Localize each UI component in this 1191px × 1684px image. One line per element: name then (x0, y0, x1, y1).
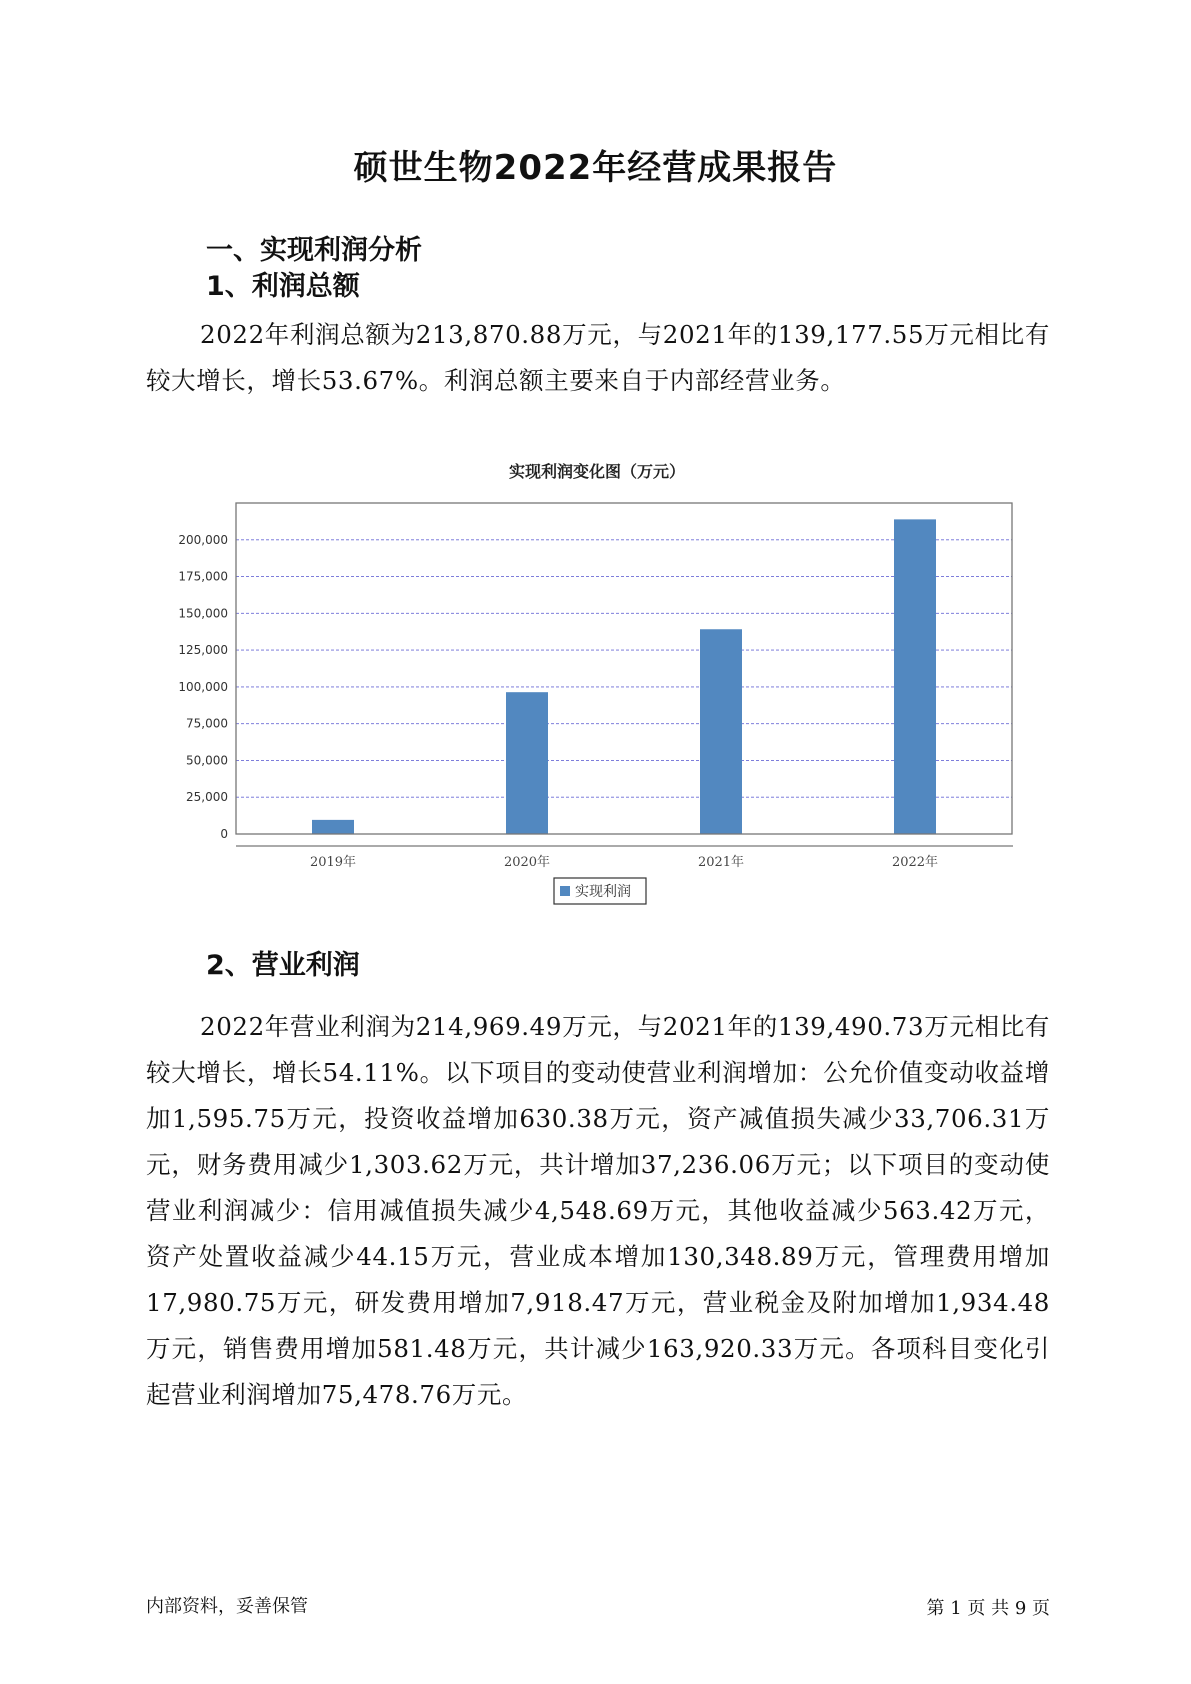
chart-x-labels (310, 854, 938, 870)
bar-3 (894, 519, 936, 834)
footer-page-number: 第 1 页 共 9 页 (926, 1598, 1050, 1619)
y-tick-label: 150,000 (178, 606, 228, 621)
x-tick-label: 2020年 (503, 855, 551, 870)
y-tick-label: 25,000 (186, 790, 228, 805)
chart-y-ticks (178, 533, 228, 841)
paragraph-total-profit: 2022年利润总额为213,870.88万元，与2021年的139,177.55万元相比有较大增长，增长53.67%。利润总额主要来自于内部经营业务。 (146, 320, 1050, 395)
y-tick-label: 75,000 (186, 716, 228, 731)
y-tick-label: 175,000 (178, 569, 228, 584)
bar-0 (312, 820, 354, 834)
y-tick-label: 125,000 (178, 643, 228, 658)
legend-label: 实现利润 (575, 884, 631, 900)
paragraph-operating-profit: 2022年营业利润为214,969.49万元，与2021年的139,490.73万元相比有较大增长，增长54.11%。以下项目的变动使营业利润增加：公允价值变动收益增加1,595.75万元，投资收益增加630.38万元，资产减值损失减少33,706.31万元，财务费用减少1,303.62万元，共计增加37,236.06万元；以下项目的变动使营业利润减少：信用减值损失减少4,548.69万元，其他收益减少563.42万元，资产处置收益减少44.15万元，营业成本增加130,348.89万元，管理费用增加17,980.75万元，研发费用增加7,918.47万元，营业税金及附加增加1,934.48万元，销售费用增加581.48万元，共计减少163,920.33万元。各项科目变化引起营业利润增加75,478.76万元。 (146, 1012, 1050, 1409)
x-tick-label: 2021年 (697, 855, 745, 870)
y-tick-label: 200,000 (178, 532, 228, 547)
footer-confidential-note: 内部资料，妥善保管 (146, 1596, 308, 1617)
bar-1 (506, 692, 548, 834)
section-heading-profit-analysis: 一、实现利润分析 (206, 235, 422, 266)
chart-legend (554, 878, 646, 904)
subheading-total-profit: 1、利润总额 (206, 271, 360, 302)
y-tick-label: 50,000 (186, 753, 228, 768)
subheading-operating-profit: 2、营业利润 (206, 950, 360, 981)
x-tick-label: 2022年 (891, 855, 939, 870)
y-tick-label: 0 (220, 827, 228, 841)
bar-2 (700, 629, 742, 834)
x-tick-label: 2019年 (309, 855, 357, 870)
legend-swatch (560, 886, 570, 896)
y-tick-label: 100,000 (178, 679, 228, 694)
page-title: 硕世生物2022年经营成果报告 (353, 148, 838, 188)
chart-bars (312, 519, 936, 834)
chart-title: 实现利润变化图（万元） (508, 462, 686, 481)
